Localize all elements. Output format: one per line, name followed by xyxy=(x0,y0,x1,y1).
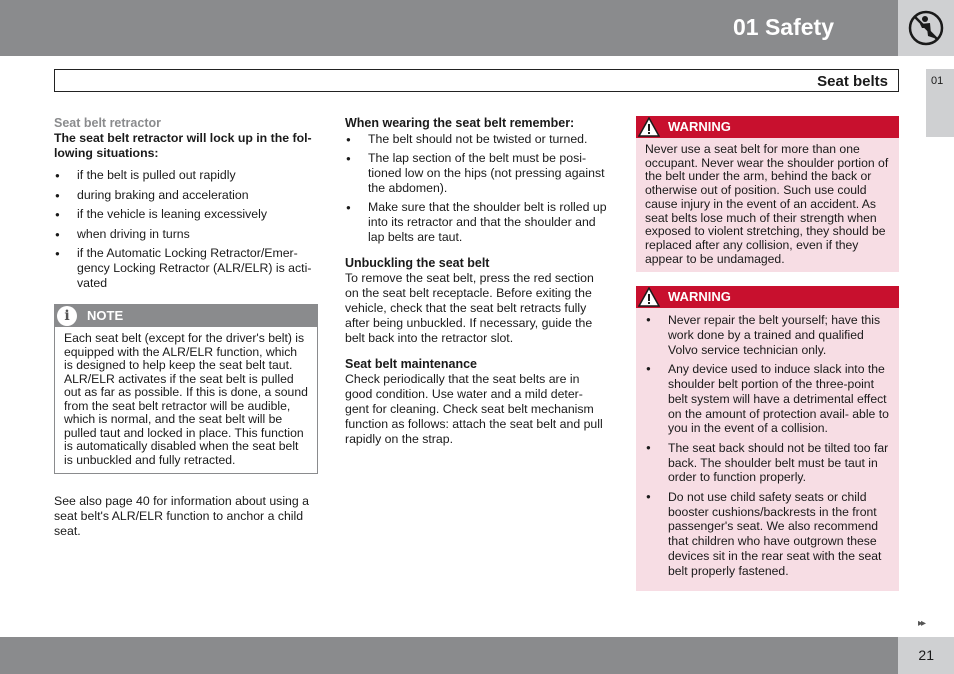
chapter-header-bar xyxy=(0,0,898,56)
note-label: NOTE xyxy=(87,308,124,323)
list-item: ● The seat back should not be tilted too far back. The shoulder belt must be taut in order to function properly. xyxy=(645,441,890,485)
side-tab-label: 01 xyxy=(931,75,944,87)
list-item: ● Any device used to induce slack into the shoulder belt portion of the three-point belt system will have a detrimental effect on the amount of protection avail- able to you in the event of a collision. xyxy=(645,362,890,436)
list-item: ● The lap section of the belt must be posi- tioned low on the hips (not pressing against the abdomen). xyxy=(345,151,610,196)
page-number-box xyxy=(898,637,954,674)
list-item: ● if the vehicle is leaning excessively xyxy=(54,207,318,222)
warning-box-2 xyxy=(636,286,899,591)
note-box xyxy=(54,304,318,474)
chapter-side-tab[interactable] xyxy=(926,69,954,137)
next-page-arrows-icon[interactable]: ▸▸ xyxy=(918,618,925,629)
page-number: 21 xyxy=(918,647,934,663)
chapter-title: 01 Safety xyxy=(732,14,834,40)
unbuckling-text: To remove the seat belt, press the red section on the seat belt receptacle. Before exiting the vehicle, check that the seat belt retracts fully after being unbuckled. If necessary, guide the belt back into the retractor slot. xyxy=(345,271,594,345)
warning-triangle-icon xyxy=(638,117,660,137)
warning-label: WARNING xyxy=(668,119,731,134)
note-body: Each seat belt (except for the driver's belt) is equipped with the ALR/ELR function, which is designed to help keep the seat belt taut. ALR/ELR activates if the seat belt is pulled out as far as possible. If this is done, a sound from the seat belt retractor will be audible, which is normal, and the seat belt will be pulled taut and locked in place. This function is automatically disabled when the seat belt is unbuckled and fully retracted. xyxy=(64,331,308,467)
note-header xyxy=(55,305,317,327)
column-2 xyxy=(345,116,610,447)
remember-heading: When wearing the seat belt remember: xyxy=(345,116,575,130)
retractor-bullet-list xyxy=(54,168,318,291)
warning-label: WARNING xyxy=(668,289,731,305)
see-also-text: See also page 40 for information about using a seat belt's ALR/ELR function to anchor a child seat. xyxy=(54,494,309,538)
column-1 xyxy=(54,116,318,539)
retractor-heading: Seat belt retractor xyxy=(54,116,161,130)
list-item: ● if the belt is pulled out rapidly xyxy=(54,168,318,183)
warning-bullet-list xyxy=(636,308,899,591)
list-item: ● if the Automatic Locking Retractor/Emer- gency Locking Retractor (ALR/ELR) is acti- vated xyxy=(54,246,318,291)
retractor-intro: The seat belt retractor will lock up in the fol- lowing situations: xyxy=(54,131,312,160)
warning-triangle-icon xyxy=(638,287,660,307)
footer-bar xyxy=(0,637,898,674)
warning-header xyxy=(636,286,899,308)
info-icon: i xyxy=(57,306,77,326)
chapter-icon-box xyxy=(898,0,954,56)
section-title: Seat belts xyxy=(817,73,888,90)
section-header xyxy=(54,69,899,92)
list-item: ● Make sure that the shoulder belt is rolled up into its retractor and that the shoulder and lap belts are taut. xyxy=(345,200,610,245)
warning-box-1 xyxy=(636,116,899,272)
warning-body: Never use a seat belt for more than one occupant. Never wear the shoulder portion of the belt under the arm, behind the back or otherwise out of position. Such use could cause injury in the event of an accident. As seat belts lose much of their strength when exposed to violent stretching, they should be replaced after any collision, even if they appear to be undamaged. xyxy=(645,142,889,266)
list-item: ● when driving in turns xyxy=(54,227,318,242)
list-item: ● Do not use child safety seats or child booster cushions/backrests in the front passenger's seat. We also recommend that children who have outgrown these devices sit in the rear seat with the seat belt properly fastened. xyxy=(645,490,890,578)
maintenance-text: Check periodically that the seat belts are in good condition. Use water and a mild deter- gent for cleaning. Check seat belt mechanism function as follows: attach the seat belt and pull rapidly on the strap. xyxy=(345,372,603,446)
list-item: ● The belt should not be twisted or turned. xyxy=(345,132,610,147)
seatbelt-warning-icon xyxy=(908,10,944,46)
list-item: ● during braking and acceleration xyxy=(54,188,318,203)
warning-header xyxy=(636,116,899,138)
maintenance-heading: Seat belt maintenance xyxy=(345,357,477,371)
list-item: ● Never repair the belt yourself; have this work done by a trained and qualified Volvo service technician only. xyxy=(645,313,890,357)
unbuckling-heading: Unbuckling the seat belt xyxy=(345,256,490,270)
column-3 xyxy=(636,116,899,591)
remember-bullet-list xyxy=(345,132,610,245)
